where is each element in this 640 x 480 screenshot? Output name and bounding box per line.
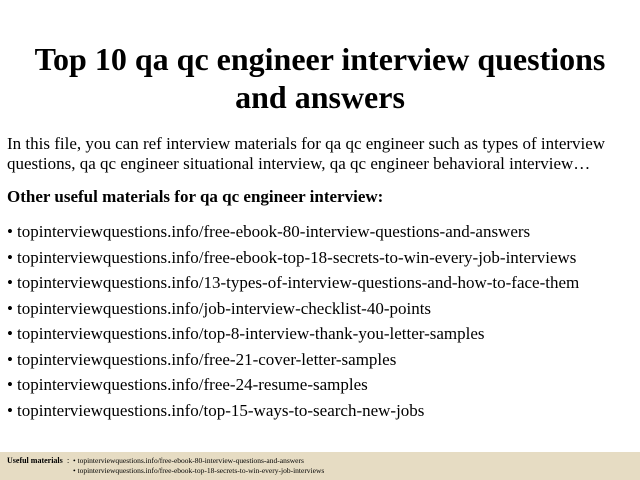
list-item: [7, 219, 635, 245]
list-item: [7, 321, 635, 347]
bullet-icon: •: [7, 247, 13, 267]
materials-subheading: Other useful materials for qa qc engineer interview:: [7, 187, 384, 206]
material-link[interactable]: topinterviewquestions.info/job-interview-checklist-40-points: [17, 298, 432, 318]
footer-bullet-icon: •: [73, 456, 76, 465]
footer-bullet-icon: •: [73, 466, 76, 475]
footer-colon: :: [67, 456, 70, 465]
list-item: [7, 398, 635, 424]
footer-list-item: [73, 456, 324, 466]
page-title: Top 10 qa qc engineer interview questions and answers: [34, 41, 606, 115]
footer-link[interactable]: topinterviewquestions.info/free-ebook-80-interview-questions-and-answers: [77, 456, 304, 465]
bullet-icon: •: [7, 324, 13, 343]
list-item: [7, 245, 635, 271]
list-item: [7, 347, 635, 373]
material-link[interactable]: topinterviewquestions.info/top-8-interview-thank-you-letter-samples: [17, 324, 485, 343]
footer-list-item: [73, 466, 324, 476]
bullet-icon: •: [7, 273, 13, 292]
material-link[interactable]: topinterviewquestions.info/free-24-resume-samples: [17, 375, 368, 394]
material-link[interactable]: topinterviewquestions.info/free-21-cover-letter-samples: [17, 349, 397, 369]
bullet-icon: •: [7, 349, 13, 369]
material-link[interactable]: topinterviewquestions.info/top-15-ways-to-search-new-jobs: [17, 400, 425, 420]
material-link[interactable]: topinterviewquestions.info/free-ebook-top-18-secrets-to-win-every-job-interviews: [17, 247, 577, 267]
footer-label: Useful materials: [7, 456, 63, 465]
intro-paragraph: In this file, you can ref interview materials for qa qc engineer such as types of interview questions, qa qc engineer situational interview, qa qc engineer behavioral interview…: [7, 134, 606, 173]
bullet-icon: •: [7, 400, 13, 420]
footer-link[interactable]: topinterviewquestions.info/free-ebook-top-18-secrets-to-win-every-job-interviews: [77, 466, 325, 475]
list-item: [7, 372, 635, 398]
bullet-icon: •: [7, 298, 13, 318]
footer-link-list: [73, 456, 324, 476]
materials-link-list: [7, 219, 635, 423]
list-item: [7, 296, 635, 322]
material-link[interactable]: topinterviewquestions.info/13-types-of-interview-questions-and-how-to-face-them: [17, 273, 580, 292]
list-item: [7, 270, 635, 296]
footer-bar: [0, 452, 640, 480]
bullet-icon: •: [7, 222, 13, 241]
bullet-icon: •: [7, 375, 13, 394]
material-link[interactable]: topinterviewquestions.info/free-ebook-80-interview-questions-and-answers: [17, 222, 531, 241]
